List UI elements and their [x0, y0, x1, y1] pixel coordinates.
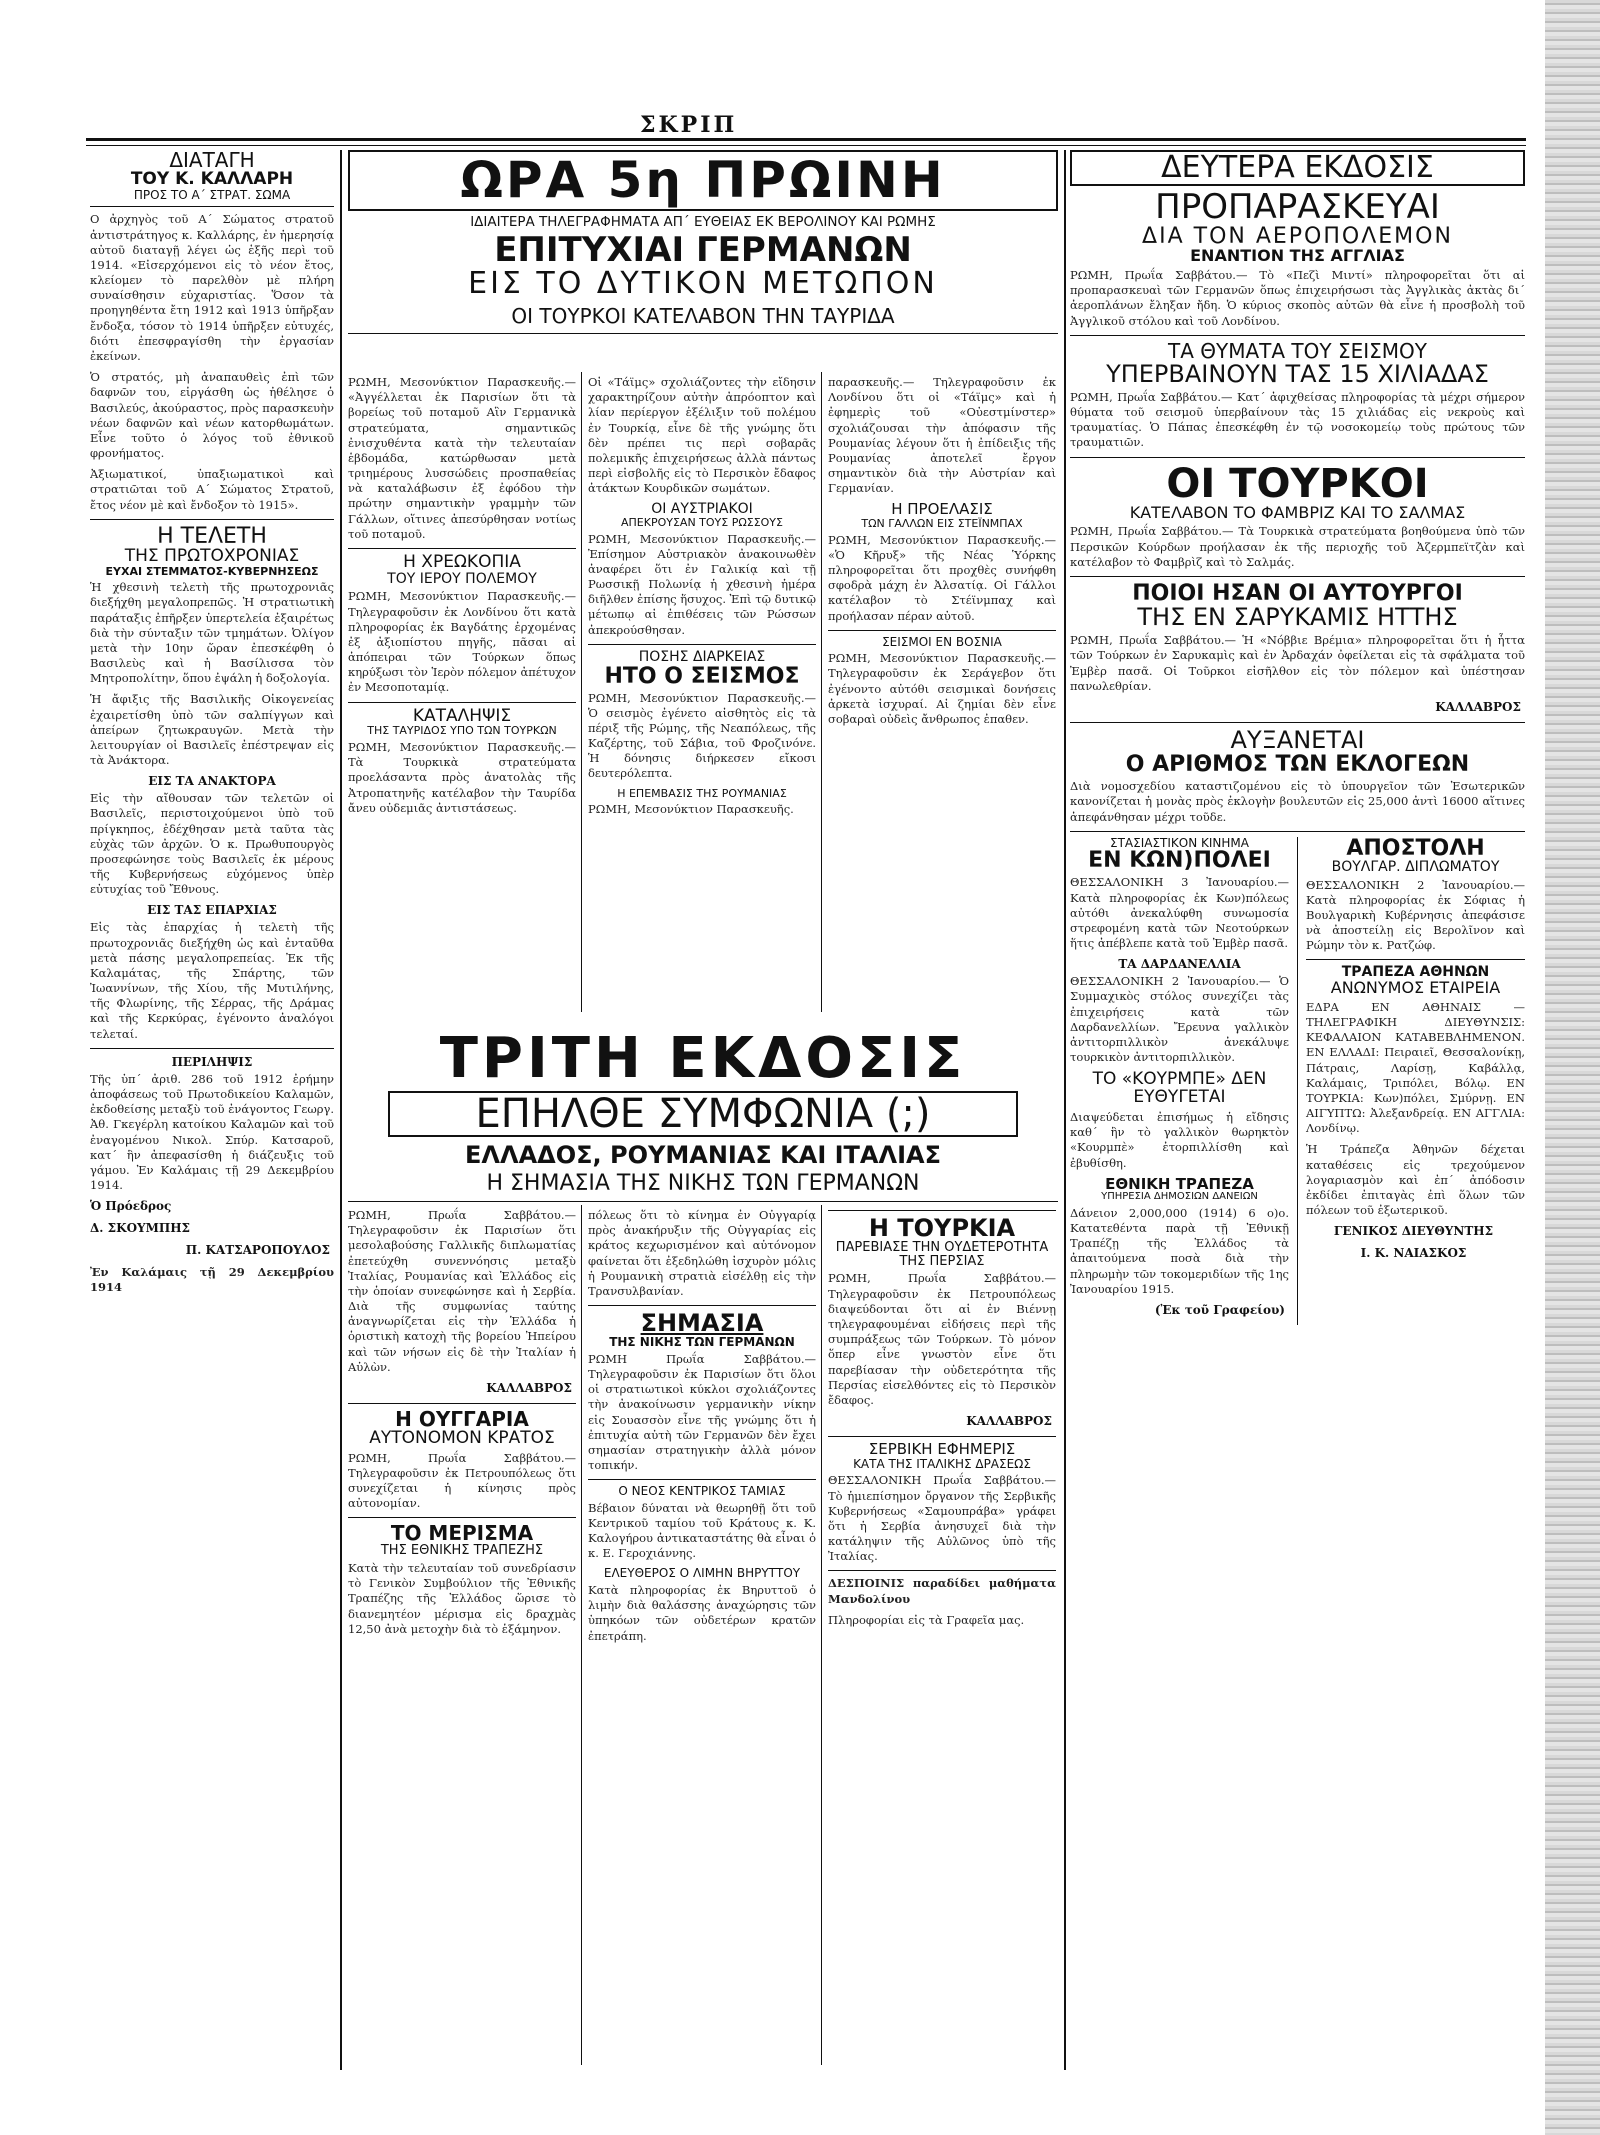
agreement-headline: ΕΠΗΛΘΕ ΣΥΜΦΩΝΙΑ (;) — [388, 1091, 1018, 1137]
inner-divider — [821, 372, 822, 1012]
article: ΡΩΜΗ, Μεσονύκτιον Παρασκευῆς.— Τηλεγραφοῦσιν ἐκ Λονδίνου ὅτι κατὰ πληροφορίας ἐκ Βαγδάτης ἐρχομένας ἐξ ἀξιοπίστου πηγῆς, πᾶσαι αἱ ἀπόπειραι τῶν Τούρκων ὅπως κηρύξωσι τὸν Ἱερὸν πόλεμον ἀπέτυχον ἐν Μεσοποταμίᾳ. — [348, 589, 576, 695]
left-subheading: ΕΙΣ ΤΑ ΑΝΑΚΤΟΡΑ — [148, 774, 276, 789]
article-heading: ΣΕΡΒΙΚΗ ΕΦΗΜΕΡΙΣ — [868, 1440, 1016, 1459]
headline-3: ΕΙΣ ΤΟ ΔΥΤΙΚΟΝ ΜΕΤΩΠΟΝ — [468, 266, 938, 302]
article: ΡΩΜΗ, Μεσονύκτιον Παρασκευῆς. — [588, 802, 794, 817]
article: Οἱ «Τάϊμς» σχολιάζοντες τὴν εἴδησιν χαρακτηρίζουν αὐτὴν ἀπρόοπτον καὶ λίαν περίεργον ἐξέλιξιν τοῦ πολέμου ἐν Τουρκίᾳ, εἶνε δὲ τῆς γνώμης ὅτι δὲν πρέπει τις περὶ σοβαρᾶς πολεμικῆς ἐπιχειρήσεως ἀλλὰ πάντως περὶ εἰσβολῆς εἰς τὸ Περσικὸν ἔδαφος ἀτάκτων Κουρδικῶν σωμάτων. — [588, 375, 816, 496]
article: ΡΩΜΗ, Πρωΐα Σαββάτου.— Τηλεγραφοῦσιν ἐκ Παρισίων ὅτι μεσολαβούσης Γαλλικῆς διπλωματίας ἐπετεύχθη συνεννόησις μεταξὺ Ἰταλίας, Ρουμανίας καὶ Ἑλλάδος εἰς τὴν ὁποίαν συνεφώνησε καὶ ἡ Σερβία. Διὰ τῆς συμφωνίας ταύτης ἀναγνωρίζεται εἰς τὴν Ἑλλάδα ἡ ὁριστικὴ κατοχὴ τῆς βορείου Ἠπείρου καὶ τῶν νήσων εἰς δὲ τὴν Ἰταλίαν ἡ Αὐλὼν. — [348, 1208, 576, 1374]
article-heading: Ο ΑΡΙΘΜΟΣ ΤΩΝ ΕΚΛΟΓΕΩΝ — [1125, 752, 1470, 778]
article-heading: ΣΕΙΣΜΟΙ ΕΝ ΒΟΣΝΙΑ — [882, 634, 1002, 649]
divider — [1070, 335, 1525, 336]
right-split-row — [1070, 837, 1525, 1325]
article-heading: Η ΟΥΓΓΑΡΙΑ — [395, 1406, 529, 1431]
top-rule-thin — [86, 145, 1526, 146]
article-heading: Η ΤΟΥΡΚΙΑ — [868, 1214, 1016, 1242]
divider — [90, 206, 334, 207]
main-headline: ΩΡΑ 5η ΠΡΩΙΝΗ — [348, 150, 1058, 211]
article-heading: ΤΟΥ ΙΕΡΟΥ ΠΟΛΕΜΟΥ — [387, 570, 537, 587]
article-heading: ΥΠΕΡΒΑΙΝΟΥΝ ΤΑΣ 15 ΧΙΛΙΑΔΑΣ — [1106, 359, 1489, 388]
divider — [348, 1201, 1058, 1202]
inner-divider — [1297, 837, 1298, 1325]
article-heading: ΑΠΟΣΤΟΛΗ — [1346, 835, 1485, 861]
article: ΘΕΣΣΑΛΟΝΙΚΗ 3 Ἰανουαρίου.— Κατὰ πληροφορίας ἐκ Κων)πόλεως αὐτόθι ἀνεκαλύφθη συνωμοσία στρεφομένη κατὰ τῶν Νεοτούρκων ἥτις ἀπέβλεπε κατὰ τοῦ Ἐμβὲρ πασᾶ. — [1070, 875, 1289, 951]
article-heading: ΤΑ ΔΑΡΔΑΝΕΛΛΙΑ — [1118, 957, 1241, 972]
article-heading: ΑΥΤΟΝΟΜΟΝ ΚΡΑΤΟΣ — [369, 1427, 555, 1448]
signature: Π. ΚΑΤΣΑΡΟΠΟΥΛΟΣ — [185, 1243, 330, 1258]
right-headline-2: ΠΡΟΠΑΡΑΣΚΕΥΑΙ — [1155, 186, 1440, 227]
article-heading: ΕΛΕΥΘΕΡΟΣ Ο ΛΙΜΗΝ ΒΗΡΥΤΤΟΥ — [603, 1566, 801, 1581]
article: ΡΩΜΗ, Μεσονύκτιον Παρασκευῆς.— Ὁ σεισμὸς ἐγένετο αἰσθητὸς εἰς τὰ πέριξ τῆς Ρώμης, τῆς Νεαπόλεως, τῆς Καζέρτης, τοῦ Σάβια, τοῦ Φροζινόνε. Ἡ δόνησις διήρκεσεν εἴκοσι δευτερόλεπτα. — [588, 690, 816, 781]
divider — [348, 702, 576, 703]
article-heading: ΤΗΣ ΝΙΚΗΣ ΤΩΝ ΓΕΡΜΑΝΩΝ — [609, 1335, 795, 1350]
paragraph: Ἡ χθεσινὴ τελετὴ τῆς πρωτοχρονιᾶς διεξήχθη μεγαλοπρεπῶς. Ἡ στρατιωτικὴ παράταξις ἐπῆρξεν ὑπερτελεία ἐξαιρέτως διὰ τὴν σύνταξιν τῶν τμημάτων. Ὀλίγον μετὰ τὴν 10ην ὥραν ἐπεσκέφθη ὁ Βασιλεὺς καὶ ἡ Βασίλισσα τὸν Μητροπολίτην, ὅπου ἐψάλη ἡ δοξολογία. — [90, 580, 334, 686]
article-heading: Ο ΝΕΟΣ ΚΕΝΤΡΙΚΟΣ ΤΑΜΙΑΣ — [618, 1484, 786, 1499]
column-divider-right — [1064, 150, 1066, 2070]
article-heading: ΤΗΣ ΤΑΥΡΙΔΟΣ ΥΠΟ ΤΩΝ ΤΟΥΡΚΩΝ — [367, 724, 557, 738]
article-heading: ΒΟΥΛΓΑΡ. ΔΙΠΛΩΜΑΤΟΥ — [1331, 858, 1500, 875]
paragraph: Εἰς τὰς ἐπαρχίας ἡ τελετὴ τῆς πρωτοχρονιᾶς διεξήχθη ὡς καὶ ἐνταῦθα μετὰ πάσης μεγαλοπρεπείας. Ἐκ τῆς Καλαμάτας, τῆς Σπάρτης, τῶν Ἰωαννίνων, τῆς Χίου, τῆς Μυτιλήνης, τῆς Φλωρίνης, τῆς Σέρρας, τῆς Δράμας καὶ τῆς Κερκύρας, ἐγένοντο ἀναλόγοι τελεταί. — [90, 920, 334, 1041]
article-heading: Η ΧΡΕΩΚΟΠΙΑ — [403, 551, 521, 572]
classified-ad: Πληροφορίαι εἰς τὰ Γραφεῖα μας. — [828, 1612, 1025, 1627]
article: Ἡ Τράπεζα Ἀθηνῶν δέχεται καταθέσεις εἰς τρεχούμενον λογαριασμὸν καὶ ἐπ΄ ἀπόδοσιν ἐκδίδει ἐπιταγὰς ἐπὶ ὅλων τῶν πόλεων τοῦ ἐξωτερικοῦ. — [1306, 1142, 1525, 1218]
article-heading: ΚΑΤΕΛΑΒΟΝ ΤΟ ΦΑΜΒΡΙΖ ΚΑΙ ΤΟ ΣΑΛΜΑΣ — [1129, 502, 1466, 522]
mid-bottom-col-b — [588, 1205, 816, 1650]
paragraph: Εἰς τὴν αἴθουσαν τῶν τελετῶν οἱ Βασιλεῖς, περιστοιχούμενοι ὑπὸ τοῦ πρίγκηπος, ἐδέχθησαν μετὰ ταῦτα τὰς εὐχὰς τῶν ἀρχῶν. Ὁ κ. Πρωθυπουργὸς προσεφώνησε τοὺς Βασιλεῖς ἐκ μέρους τῆς Κυβερνήσεως εὐχόμενος ὑπὲρ εὐτυχίας τοῦ Ἔθνους. — [90, 791, 334, 897]
article-heading: ΥΠΗΡΕΣΙΑ ΔΗΜΟΣΙΩΝ ΔΑΝΕΙΩΝ — [1101, 1191, 1258, 1203]
mid-col-c — [828, 372, 1056, 733]
divider — [348, 1403, 576, 1404]
divider — [348, 1517, 576, 1518]
right-headline-1: ΔΕΥΤΕΡΑ ΕΚΔΟΣΙΣ — [1070, 150, 1525, 186]
article: ΡΩΜΗ, Πρωΐα Σαββάτου.— Τηλεγραφοῦσιν ἐκ Πετρουπόλεως διαψεύδονται ὅτι αἱ ἐν Βιέννῃ τηλεγραφουμέναι εἰδήσεις περὶ τῆς συμπράξεως τῶν Τούρκων. Τὸ μόνον ὅπερ εἶνε γνωστὸν εἶνε ὅτι παρεβίασαν τὴν οὐδετερότητα τῆς Περσίας εἰσελθόντες εἰς τὸ Περσικὸν ἔδαφος. — [828, 1271, 1056, 1407]
article: Κατὰ πληροφορίας ἐκ Βηρυττοῦ ὁ λιμὴν διὰ θαλάσσης ἀναχώρησις τῶν ὑπηκόων τῶν οὐδετέρων κρατῶν ἐπετράπη. — [588, 1583, 816, 1643]
paragraph: Ἡ ἄφιξις τῆς Βασιλικῆς Οἰκογενείας ἐχαιρετίσθη ὑπὸ τῶν σαλπίγγων καὶ ἀπείρων ζητωκραυγῶν. Μετὰ τὴν λειτουργίαν οἱ Βασιλεῖς ἐπέστρεψαν εἰς τὰ Ἀνάκτορα. — [90, 692, 334, 768]
right-sub-b — [1306, 837, 1525, 1325]
signature: Ὁ Πρόεδρος — [90, 1199, 172, 1214]
article-heading: ΗΤΟ Ο ΣΕΙΣΜΟΣ — [604, 663, 800, 689]
middle-bottom — [348, 1030, 1058, 2070]
divider — [828, 1570, 1056, 1571]
right-headline-3: ΔΙΑ ΤΟΝ ΑΕΡΟΠΟΛΕΜΟΝ — [1142, 224, 1453, 250]
divider — [1306, 959, 1525, 960]
article-heading: ΣΗΜΑΣΙΑ — [640, 1309, 764, 1338]
article-heading: ΟΙ ΤΟΥΡΚΟΙ — [1166, 460, 1429, 507]
article: ΡΩΜΗ, Μεσονύκτιον Παρασκευῆς.— «Ὁ Κῆρυξ» τῆς Νέας Ὑόρκης πληροφορεῖται ὅτι προχθὲς συνήφθη σφοδρὰ μάχη ἐν Ἀλσατίᾳ. Οἱ Γάλλοι κατέλαβον τὸ Στέϊνμπαχ καὶ προήλασαν πέραν αὐτοῦ. — [828, 532, 1056, 623]
divider — [1070, 831, 1525, 832]
divider — [588, 1305, 816, 1306]
left-heading-4: Η ΤΕΛΕΤΗ — [157, 523, 267, 549]
left-column — [90, 150, 334, 2070]
article-heading: ΤΗΣ ΕΝ ΣΑΡΥΚΑΜΙΣ ΗΤΤΗΣ — [1137, 603, 1458, 632]
signature: Ι. Κ. ΝΑΙΑΣΚΟΣ — [1360, 1246, 1467, 1261]
article: ΘΕΣΣΑΛΟΝΙΚΗ 2 Ἰανουαρίου.— Κατὰ πληροφορίας ἐκ Σόφιας ἡ Βουλγαρικὴ Κυβέρνησις ἀπεφάσισε νὰ ἀποστείλῃ εἰς Βερολῖνον καὶ Ρώμην τὸν κ. Ρατζώφ. — [1306, 877, 1525, 953]
article-heading: ΤΟ «ΚΟΥΡΜΠΕ» ΔΕΝ ΕΥΘΥΓΕΤΑΙ — [1092, 1069, 1267, 1108]
article: ΡΩΜΗ, Πρωΐα Σαββάτου.— Τὸ «Πεζὶ Μιντί» πληροφορεῖται ὅτι αἱ προπαρασκευαὶ τῶν Γερμανῶν ὅπως ἐπιχειρήσωσι τὰς Ἀγγλικὰς ἀκτὰς δι΄ ἀεροπλάνων ἔληξαν ἤδη. Ὁ κύριος σκοπὸς αὐτῶν θὰ εἶνε ἡ προσβολὴ τοῦ Ἀγγλικοῦ στόλου καὶ τοῦ Λονδίνου. — [1070, 268, 1525, 328]
inner-divider — [821, 1205, 822, 2065]
left-subheading: ΠΕΡΙΛΗΨΙΣ — [171, 1054, 253, 1069]
article: ΡΩΜΗ, Πρωΐα Σαββάτου.— Ἡ «Νόββιε Βρέμια» πληροφορεῖται ὅτι ἡ ἧττα τῶν Τούρκων ἐν Σαρυκαμὶς καὶ ἐν Ἀρδαχάν ὀφείλεται εἰς τὰ σφάλματα τοῦ Ἐμβὲρ πασᾶ. Οἱ Τοῦρκοι εἰσῆλθον εἰς τὸν πόλεμον καὶ ὑπέστησαν πανωλεθρίαν. — [1070, 633, 1525, 693]
article-heading: ΟΙ ΑΥΣΤΡΙΑΚΟΙ — [651, 501, 753, 518]
divider — [1070, 722, 1525, 723]
left-subheading: ΕΙΣ ΤΑΣ ΕΠΑΡΧΙΑΣ — [147, 903, 277, 918]
article-heading: ΑΠΕΚΡΟΥΣΑΝ ΤΟΥΣ ΡΩΣΣΟΥΣ — [621, 516, 783, 530]
article: Διὰ νομοσχεδίου καταστιζομένου εἰς τὸ ὑπουργεῖον τῶν Ἐσωτερικῶν κανονίζεται ἡ μονὰς πρὸς ἐκλογὴν βουλευτῶν εἰς 25,000 ἀντὶ 16000 αἵτινες ἀπεφάνθησαν μέχρι τοῦδε. — [1070, 779, 1525, 824]
article-heading: ΑΥΞΑΝΕΤΑΙ — [1230, 725, 1365, 754]
article: Δάνειον 2,000,000 (1914) 6 ο)ο. Κατατεθέντα παρὰ τῇ Ἐθνικῇ Τραπέζῃ τῆς Ἑλλάδος τὰ ἀπαιτούμενα ποσὰ διὰ τὴν πληρωμὴν τῶν τοκομεριδίων τῆς 1ης Ἰανουαρίου 1915. — [1070, 1205, 1289, 1296]
signature: ΓΕΝΙΚΟΣ ΔΙΕΥΘΥΝΤΗΣ — [1333, 1224, 1494, 1239]
headline-2: ΕΠΙΤΥΧΙΑΙ ΓΕΡΜΑΝΩΝ — [494, 229, 912, 270]
divider — [1070, 457, 1525, 458]
article-heading: ΤΩΝ ΓΑΛΛΩΝ ΕΙΣ ΣΤΕΪΝΜΠΑΧ — [861, 517, 1023, 531]
agreement-subheadline-2: Η ΣΗΜΑΣΙΑ ΤΗΣ ΝΙΚΗΣ ΤΩΝ ΓΕΡΜΑΝΩΝ — [486, 1170, 920, 1196]
masthead: ΣΚΡΙΠ — [640, 112, 738, 138]
right-sub-a — [1070, 837, 1289, 1325]
article: ΘΕΣΣΑΛΟΝΙΚΗ Πρωΐα Σαββάτου.— Τὸ ἡμιεπίσημον ὄργανον τῆς Σερβικῆς Κυβερνήσεως «Σαμουπράβα» γράφει ὅτι ἡ Σερβία ἀνησυχεῖ διὰ τὴν κατάληψιν τῆς Αὐλῶνος ὑπὸ τῆς Ἰταλίας. — [828, 1473, 1056, 1564]
article: ΡΩΜΗ, Μεσονύκτιον Παρασκευῆς.— «Ἀγγέλλεται ἐκ Παρισίων ὅτι τὰ βορείως τοῦ ποταμοῦ Αἲν Γερμανικὰ στρατεύματα, σημαντικῶς ἐνισχυθέντα κατὰ τὴν τελευταίαν ἑβδομάδα, κατώρθωσαν μετὰ τριημέρους λυσσώδεις προσπαθείας νὰ καταλάβωσιν ἐξ ἐφόδου τὴν πρώτην σημαντικὴν γραμμὴν τῶν Γάλλων, οἵτινες ἀπεσύρθησαν νοτίως τοῦ ποταμοῦ. — [348, 375, 576, 541]
mid-col-b — [588, 372, 816, 823]
article: ΘΕΣΣΑΛΟΝΙΚΗ 2 Ἰανουαρίου.— Ὁ Συμμαχικὸς στόλος συνεχίζει τὰς ἐπιχειρήσεις κατὰ τῶν Δαρδανελλίων. Ἔρευνα γαλλικὸν ἀντιτορπιλλικὸν ἀνεκάλυψε τουρκικὸν ἀντιτορπιλλικὸν. — [1070, 974, 1289, 1065]
paragraph: Τῆς ὑπ΄ ἀριθ. 286 τοῦ 1912 ἐρήμην ἀποφάσεως τοῦ Πρωτοδικείου Καλαμῶν, ἐκδοθείσης μεταξὺ τοῦ ἐνάγοντος Γεωργ. Ἀθ. Γκεγέρλη κατοίκου Καλαμῶν καὶ τοῦ ἐναγομένου Νικολ. Σπύρ. Κατσαροῦ, κατ΄ ἣν ἀπεφασίσθη ἡ διάζευξις τοῦ γάμου. Ἐν Καλάμαις τῇ 29 Δεκεμβρίου 1914. — [90, 1071, 334, 1193]
article: ΡΩΜΗ, Μεσονύκτιον Παρασκευῆς.— Τηλεγραφοῦσιν ἐκ Σεράγεβον ὅτι ἐγένοντο αὐτόθι σεισμικαὶ δονήσεις ἀρκετὰ ἰσχυραί. Αἱ ζημίαι δὲν εἶνε σοβαραὶ οὐδεὶς ἄνθρωπος ἐπαθεν. — [828, 651, 1056, 726]
top-rule — [86, 138, 1526, 141]
signature: (Ἐκ τοῦ Γραφείου) — [1154, 1302, 1285, 1317]
divider — [588, 644, 816, 645]
article-heading: ΣΤΑΣΙΑΣΤΙΚΟΝ ΚΙΝΗΜΑ — [1110, 835, 1249, 850]
article: ΡΩΜΗ, Πρωΐα Σαββάτου.— Κατ΄ ἀφιχθείσας πληροφορίας τὰ μέχρι σήμερον θύματα τοῦ σεισμοῦ ὑπερβαίνουν τὰς 15 χιλιάδας εἰς νεκροὺς καὶ τραυματίας. Ὁ Πάπας ἐπεσκέφθη ἐν τῷ νοσοκομείῳ τοὺς πρώτους τῶν τραυματιῶν. — [1070, 389, 1525, 450]
scan-edge — [1545, 0, 1600, 2135]
left-heading-3: ΠΡΟΣ ΤΟ Α΄ ΣΤΡΑΤ. ΣΩΜΑ — [133, 187, 291, 202]
right-column — [1070, 150, 1525, 2070]
article-heading: ΤΑ ΘΥΜΑΤΑ ΤΟΥ ΣΕΙΣΜΟΥ — [1168, 338, 1427, 363]
paragraph: Ὁ στρατός, μὴ ἀναπαυθεὶς ἐπὶ τῶν δαφνῶν του, εἰργάσθη ὡς ἠθέλησε ὁ Βασιλεύς, ἀκούραστος, πρὸς παρασκευὴν νέων δαφνῶν καὶ νέων κατορθωμάτων. Εἶνε τοῦτο ὁ λόγος τοῦ ἐθνικοῦ φρονήματος. — [90, 370, 334, 461]
article-heading: ΠΟΣΗΣ ΔΙΑΡΚΕΙΑΣ — [638, 648, 766, 665]
article: ΡΩΜΗ, Μεσονύκτιον Παρασκευῆς.— Ἐπίσημον Αὐστριακὸν ἀνακοινωθὲν ἀναφέρει ὅτι ἐν Γαλικίᾳ καὶ τῇ Ρωσσικῇ Πολωνίᾳ ἡ χθεσινὴ ἡμέρα διῆλθεν ἐπίσης ἥσυχος. Ἐπὶ τῷ δυτικῷ μέτωπῳ αἱ ἐπιθέσεις τῶν Ρώσσων ἀπεκρούσθησαν. — [588, 531, 816, 637]
mid-col-a — [348, 372, 576, 822]
subheadline: ΙΔΙΑΙΤΕΡΑ ΤΗΛΕΓΡΑΦΗΜΑΤΑ ΑΠ΄ ΕΥΘΕΙΑΣ ΕΚ ΒΕΡΟΛΙΝΟΥ ΚΑΙ ΡΩΜΗΣ — [470, 213, 936, 230]
article-heading: Η ΕΠΕΜΒΑΣΙΣ ΤΗΣ ΡΟΥΜΑΝΙΑΣ — [617, 786, 787, 800]
article-heading: ΠΟΙΟΙ ΗΣΑΝ ΟΙ ΑΥΤΟΥΡΓΟΙ — [1132, 580, 1463, 606]
divider — [828, 1436, 1056, 1437]
paragraph: Ἀξιωματικοί, ὑπαξιωματικοὶ καὶ στρατιῶται τοῦ Α΄ Σώματος Στρατοῦ, ἔτος νέον μὲ καὶ ἔνδοξον τὸ 1915». — [90, 467, 334, 512]
divider — [1070, 576, 1525, 577]
article-heading: ΤΗΣ ΕΘΝΙΚΗΣ ΤΡΑΠΕΖΗΣ — [380, 1543, 544, 1559]
article: ΡΩΜΗ, Πρωΐα Σαββάτου.— Τηλεγραφοῦσιν ἐκ Πετρουπόλεως ὅτι συνεχίζεται ἡ κίνησις πρὸς αὐτονομίαν. — [348, 1450, 576, 1511]
article-heading: ΤΟ ΜΕΡΙΣΜΑ — [390, 1521, 534, 1546]
left-heading-6: ΕΥΧΑΙ ΣΤΕΜΜΑΤΟΣ-ΚΥΒΕΡΝΗΣΕΩΣ — [105, 564, 319, 578]
paragraph: Ο ἀρχηγὸς τοῦ Α΄ Σώματος στρατοῦ ἀντιστράτηγος κ. Καλλάρης, ἐν ἡμερησίᾳ αὐτοῦ διαταγῇ λέγει ὡς ἑξῆς περὶ τοῦ 1914. «Εἰσερχόμενοι εἰς τὸ νέον ἔτος, κλείομεν τὸ παρελθὸν μὲ πλήρη συναίσθησιν εὐχαριστίας. Ὅσον τὰ προηγηθέντα ἔτη 1912 καὶ 1913 ὑπῆρξαν ἔνδοξα, τόσον τὸ 1914 ὑπῆρξεν εὐτυχές, διότι ἐπεσφραγίσθη τὴν ἐργασίαν ἐκείνων. — [90, 212, 334, 363]
mid-bottom-col-c — [828, 1205, 1056, 1634]
article-heading: ΕΝ ΚΩΝ)ΠΟΛΕΙ — [1088, 848, 1271, 874]
article-heading: ΤΡΑΠΕΖΑ ΑΘΗΝΩΝ — [1341, 964, 1490, 981]
article: ΡΩΜΗ, Πρωΐα Σαββάτου.— Τὰ Τουρκικὰ στρατεύματα βοηθούμενα ὑπὸ τῶν Περσικῶν Κούρδων προήλασαν ἐκ τῆς περιοχῆς τοῦ Ἀζερμπεϊτζὰν καὶ κατέλαβον τὸ Φαμβρὶζ καὶ τὸ Σαλμάς. — [1070, 524, 1525, 569]
footer-line: Ἐν Καλάμαις τῇ 29 Δεκεμβρίου 1914 — [90, 1265, 334, 1295]
divider — [90, 1048, 334, 1049]
signature: ΚΑΛΛΑΒΡΟΣ — [966, 1414, 1052, 1429]
article-heading: Η ΠΡΟΕΛΑΣΙΣ — [891, 500, 993, 519]
article: ΡΩΜΗ Πρωΐα Σαββάτου.— Τηλεγραφοῦσιν ἐκ Παρισίων ὅτι ὅλοι οἱ στρατιωτικοὶ κύκλοι σχολιάζοντες τὴν ἀνακοίνωσιν γερμανικὴν νίκην εἰς Σουασσὸν εἶνε τῆς γνώμης ὅτι ἡ ἐπιτυχία αὐτὴ τῶν Γερμανῶν δὲν ἔχει σημασίαν στρατηγικὴν ἀλλὰ μόνον τοπικήν. — [588, 1351, 816, 1473]
mid-bottom-col-a — [348, 1205, 576, 1643]
headline-4: ΟΙ ΤΟΥΡΚΟΙ ΚΑΤΕΛΑΒΟΝ ΤΗΝ ΤΑΥΡΙΔΑ — [511, 303, 895, 328]
article-heading: ΑΝΩΝΥΜΟΣ ΕΤΑΙΡΕΙΑ — [1330, 978, 1501, 998]
article-heading: ΚΑΤΑΛΗΨΙΣ — [412, 705, 512, 726]
divider — [828, 1210, 1056, 1211]
article: Βέβαιον δύναται νὰ θεωρηθῇ ὅτι τοῦ Κεντρικοῦ ταμίου τοῦ Κράτους κ. Κ. Καλογήρου ἀντικαταστάτης θὰ εἶναι ὁ κ. Ε. Γεροχιάννης. — [588, 1500, 816, 1561]
article-heading: ΠΑΡΕΒΙΑΣΕ ΤΗΝ ΟΥΔΕΤΕΡΟΤΗΤΑ ΤΗΣ ΠΕΡΣΙΑΣ — [835, 1240, 1049, 1269]
article-heading: ΕΘΝΙΚΗ ΤΡΑΠΕΖΑ — [1105, 1174, 1254, 1193]
signature: ΚΑΛΛΑΒΡΟΣ — [1435, 699, 1521, 714]
article: πόλεως ὅτι τὸ κίνημα ἐν Οὐγγαρίᾳ πρὸς ἀνακήρυξιν τῆς Οὐγγαρίας εἰς κράτος κεχωρισμένον καὶ αὐτόνομον φαίνεται ὅτι ἐξεδηλώθη ἰσχυρὸν μόλις ἡ Ρουμανικὴ στρατιὰ εἰσέλθῃ εἰς τὴν Τρανσυλβανίαν. — [588, 1208, 816, 1298]
divider — [348, 548, 576, 549]
column-divider-left — [340, 150, 342, 2070]
article: ΡΩΜΗ, Μεσονύκτιον Παρασκευῆς.— Τὰ Τουρκικὰ στρατεύματα προελάσαντα πρὸς ἀνατολὰς τῆς Ἀτροπατηνῆς κατέλαβον τὴν Ταυρίδα ἄνευ οὐδεμιᾶς ἀντιστάσεως. — [348, 740, 576, 815]
inner-divider — [581, 1205, 582, 2065]
inner-divider — [581, 372, 582, 1012]
left-heading-2: ΤΟΥ Κ. ΚΑΛΛΑΡΗ — [130, 169, 294, 189]
middle-top — [348, 150, 1058, 1020]
article-heading: ΚΑΤΑ ΤΗΣ ΙΤΑΛΙΚΗΣ ΔΡΑΣΕΩΣ — [853, 1456, 1031, 1471]
signature: Δ. ΣΚΟΥΜΠΗΣ — [90, 1221, 191, 1236]
left-heading-1: ΔΙΑΤΑΓΗ — [169, 150, 255, 172]
article: Κατὰ τὴν τελευταίαν τοῦ συνεδρίασιν τὸ Γενικὸν Συμβούλιον τῆς Ἐθνικῆς Τραπέζης τῆς Ἑλλάδος ὥρισε τὸ διανεμητέον μέρισμα εἰς δραχμὰς 12,50 ἀνὰ μετοχὴν διὰ τὸ ἑξάμηνον. — [348, 1561, 576, 1636]
divider — [828, 630, 1056, 631]
divider — [90, 519, 334, 520]
article: Διαψεύδεται ἐπισήμως ἡ εἴδησις καθ΄ ἣν τὸ γαλλικὸν θωρηκτὸν «Κουρμπὲ» ἐτορπιλλίσθη καὶ ἐβυθίσθη. — [1070, 1109, 1289, 1170]
article: ΕΔΡΑ ΕΝ ΑΘΗΝΑΙΣ — ΤΗΛΕΓΡΑΦΙΚΗ ΔΙΕΥΘΥΝΣΙΣ: ΚΕΦΑΛΑΙΟΝ ΚΑΤΑΒΕΒΛΗΜΕΝΟΝ. ΕΝ ΕΛΛΑΔΙ: Πειραιεῖ, Θεσσαλονίκῃ, Πάτραις, Λαρίσῃ, Καβάλλᾳ, Καλάμαις, Τριπόλει, Βόλῳ. ΕΝ ΤΟΥΡΚΙΑ: Κων)πόλει, Σμύρνῃ. ΕΝ ΑΙΓΥΠΤΩ: Ἀλεξανδρείᾳ. ΕΝ ΑΓΓΛΙΑ: Λονδίνῳ. — [1306, 999, 1525, 1136]
classified-ad: ΔΕΣΠΟΙΝΙΣ παραδίδει μαθήματα Μανδολίνου — [828, 1576, 1056, 1606]
signature: ΚΑΛΛΑΒΡΟΣ — [486, 1380, 572, 1395]
divider — [348, 333, 1058, 334]
divider — [588, 1479, 816, 1480]
right-headline-4: ΕΝΑΝΤΙΟΝ ΤΗΣ ΑΓΓΛΙΑΣ — [1190, 246, 1405, 266]
left-heading-5: ΤΗΣ ΠΡΩΤΟΧΡΟΝΙΑΣ — [124, 545, 300, 566]
edition-headline: ΤΡΙΤΗ ΕΚΔΟΣΙΣ — [439, 1030, 967, 1091]
agreement-subheadline: ΕΛΛΑΔΟΣ, ΡΟΥΜΑΝΙΑΣ ΚΑΙ ΙΤΑΛΙΑΣ — [465, 1140, 941, 1169]
article: παρασκευῆς.— Τηλεγραφοῦσιν ἐκ Λονδίνου ὅτι οἱ «Τάϊμς» καὶ ἡ ἐφημερὶς τοῦ «Οὐεστμίνστερ» σχολιάζουσαι τὴν ἀπόφασιν τῆς Ρουμανίας λέγουν ὅτι ἡ ἐπίδειξις τῆς Ρουμανίας ἀποτελεῖ ἔργον σημαντικὸν διὰ τὴν Αὐστρίαν καὶ Γερμανίαν. — [828, 375, 1056, 496]
